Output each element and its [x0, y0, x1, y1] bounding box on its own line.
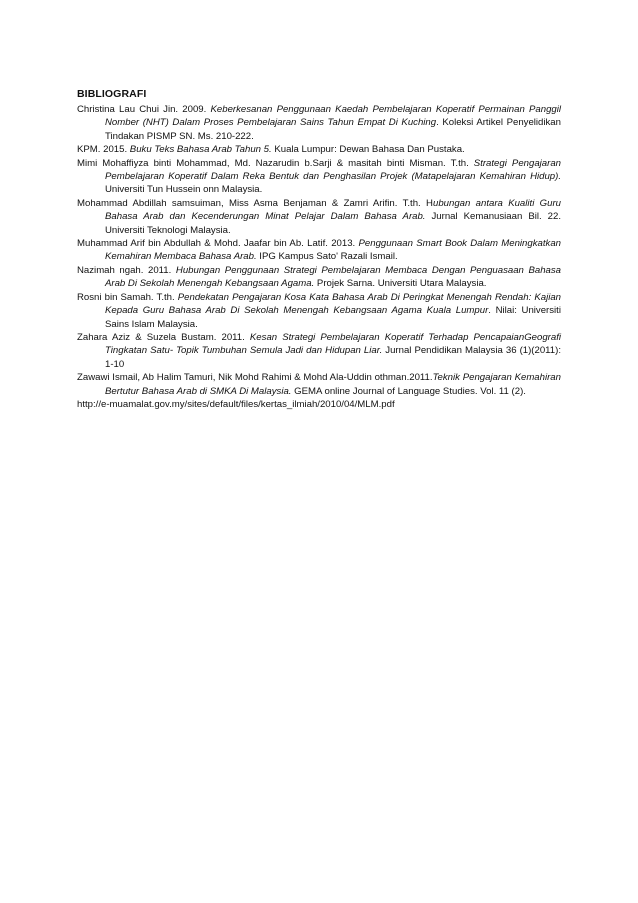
reference-source: GEMA online Journal of Language Studies. Vol. 11 (2). — [291, 385, 526, 397]
reference-authors: Nazimah ngah. 2011. — [77, 264, 176, 276]
bibliography-section — [77, 87, 561, 411]
reference-source: Jurnal Pendidikan Malaysia 36 (1)(2011): 1-10 — [105, 345, 561, 370]
reference-authors: Mohammad Abdillah samsuiman, Miss Asma Benjaman & Zamri Arifin. T.th. H — [77, 197, 433, 209]
reference-source: Projek Sarna. Universiti Utara Malaysia. — [314, 278, 487, 290]
reference-authors: Zahara Aziz & Suzela Bustam. 2011. — [77, 331, 250, 343]
reference-url[interactable]: http://e-muamalat.gov.my/sites/default/files/kertas_ilmiah/2010/04/MLM.pdf — [77, 398, 395, 410]
reference-entry — [77, 371, 561, 398]
reference-authors: Rosni bin Samah. T.th. — [77, 291, 178, 303]
reference-title: Buku Teks Bahasa Arab Tahun 5. — [129, 144, 272, 156]
reference-entry — [77, 103, 561, 143]
reference-authors: Muhammad Arif bin Abdullah & Mohd. Jaafar bin Ab. Latif. 2013. — [77, 238, 359, 250]
bibliography-heading: BIBLIOGRAFI — [77, 88, 147, 100]
reference-entry — [77, 291, 561, 331]
reference-entry — [77, 331, 561, 371]
reference-entry — [77, 264, 561, 291]
reference-source: Universiti Tun Hussein onn Malaysia. — [105, 184, 263, 196]
reference-entry — [77, 237, 561, 264]
reference-title: Penggunaan Smart Book Dalam Meningkatkan Kemahiran Membaca Bahasa Arab. — [105, 238, 561, 263]
reference-source: Jurnal Kemanusiaan Bil. 22. Universiti Teknologi Malaysia. — [105, 211, 562, 236]
reference-title: Keberkesanan Penggunaan Kaedah Pembelajaran Koperatif Permainan Panggil Nomber (NHT) Dalam Proses Pembelajaran Sains Tahun Empat Di Kuching — [105, 104, 562, 129]
reference-source: . Koleksi Artikel Penyelidikan Tindakan PISMP SN. Ms. 210-222. — [105, 117, 561, 142]
reference-title: Strategi Pengajaran Pembelajaran Koperatif Dalam Reka Bentuk dan Penghasilan Projek (Matapelajaran Kemahiran Hidup). — [105, 157, 561, 183]
reference-entry — [77, 197, 561, 237]
reference-authors: Zawawi Ismail, Ab Halim Tamuri, Nik Mohd Rahimi & Mohd Ala-Uddin othman.2011. — [77, 372, 433, 384]
reference-source: IPG Kampus Sato' Razali Ismail. — [256, 251, 398, 263]
reference-title: Hubungan Penggunaan Strategi Pembelajaran Membaca Dengan Penguasaan Bahasa Arab Di Sekolah Menengah Kebangsaan Agama. — [105, 264, 562, 290]
reference-title: Kesan Strategi Pembelajaran Koperatif Terhadap PencapaianGeografi Tingkatan Satu- Topik Tumbuhan Semula Jadi dan Hidupan Liar. — [105, 331, 561, 357]
reference-entry — [77, 143, 561, 156]
reference-title: Teknik Pengajaran Kemahiran Bertutur Bahasa Arab di SMKA Di Malaysia. — [105, 372, 561, 397]
reference-entry — [77, 157, 561, 197]
reference-title: Pendekatan Pengajaran Kosa Kata Bahasa Arab Di Peringkat Menengah Rendah: Kajian Kepada Guru Bahasa Arab Di Sekolah Menengah Kebangsaan Agama Kuala Lumpur — [105, 291, 561, 317]
reference-authors: Mimi Mohaffiyza binti Mohammad, Md. Nazarudin b.Sarji & masitah binti Misman. T.th. — [77, 157, 474, 169]
reference-source: Kuala Lumpur: Dewan Bahasa Dan Pustaka. — [271, 144, 465, 156]
reference-source: . Nilai: Universiti Sains Islam Malaysia. — [105, 305, 561, 330]
reference-title: ubungan antara Kualiti Guru Bahasa Arab dan Kecenderungan Minat Pelajar Dalam Bahasa Arab. — [105, 197, 561, 223]
reference-authors: KPM. 2015. — [77, 144, 130, 156]
reference-authors: Christina Lau Chui Jin. 2009. — [77, 104, 211, 115]
